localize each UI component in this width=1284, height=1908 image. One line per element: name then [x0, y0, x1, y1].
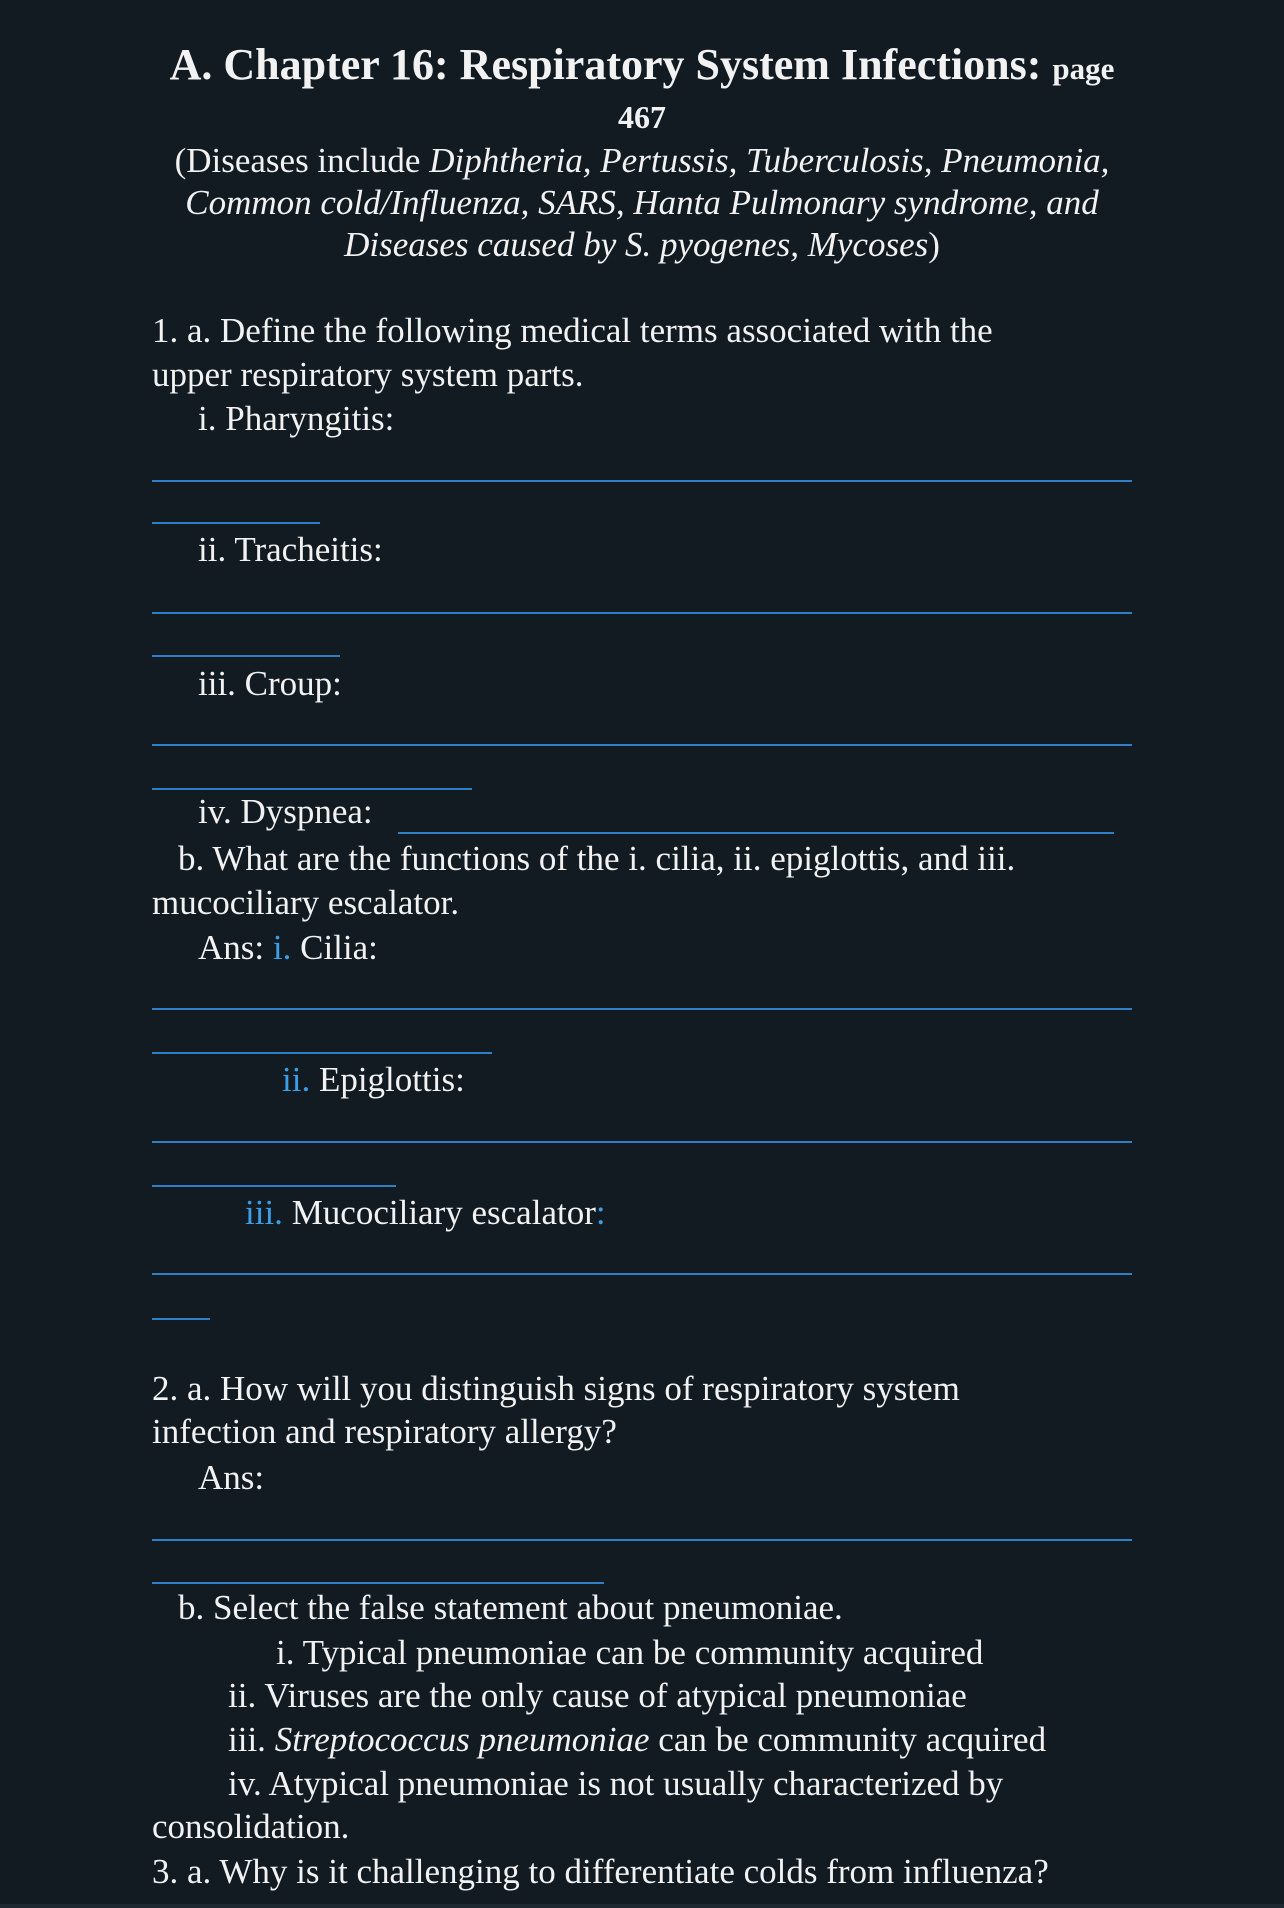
- diseases-suffix: ): [928, 225, 940, 264]
- q3a-line-1: 3. a. Why is it challenging to differentiate colds from influenza?: [152, 1852, 1049, 1891]
- q2b-option-ii[interactable]: ii. Viruses are the only cause of atypical pneumoniae: [228, 1676, 967, 1715]
- chapter-title-text: A. Chapter 16: Respiratory System Infections:: [169, 40, 1042, 89]
- q2b-option-iii-rest: can be community acquired: [649, 1720, 1047, 1759]
- answer-rule-tracheitis-1[interactable]: [152, 612, 1132, 614]
- answer-rule-q2a-1[interactable]: [152, 1539, 1132, 1541]
- answer-rule-croup-1[interactable]: [152, 744, 1132, 746]
- q2a-line-2: infection and respiratory allergy?: [152, 1412, 617, 1451]
- answer-rule-epiglottis-2[interactable]: [152, 1185, 396, 1187]
- q2b-option-iii-italic: Streptococcus pneumoniae: [274, 1720, 650, 1759]
- q2b-option-iii-number: iii.: [228, 1720, 275, 1759]
- answer-rule-mucociliary-2[interactable]: [152, 1318, 210, 1320]
- q1b-line-1: b. What are the functions of the i. cilia, ii. epiglottis, and iii.: [178, 839, 1016, 878]
- q2b-option-i[interactable]: i. Typical pneumoniae can be community acquired: [276, 1633, 984, 1672]
- ans-cilia-number: i.: [272, 928, 292, 967]
- term-croup: iii. Croup:: [198, 664, 342, 703]
- term-tracheitis: ii. Tracheitis:: [198, 530, 383, 569]
- diseases-prefix: (Diseases include: [174, 141, 430, 180]
- answer-rule-dyspnea[interactable]: [398, 832, 1114, 834]
- ans-epiglottis-number: ii.: [282, 1060, 311, 1099]
- diseases-line-1: [0, 140, 1284, 182]
- ans-label: Ans:: [198, 928, 273, 967]
- term-dyspnea: iv. Dyspnea:: [198, 792, 373, 831]
- q2b-prompt: b. Select the false statement about pneumoniae.: [178, 1588, 843, 1627]
- ans-cilia-text: Cilia:: [291, 928, 378, 967]
- page-bottom-edge: [0, 1904, 1284, 1908]
- q2a-ans-label: Ans:: [198, 1458, 265, 1497]
- q2b-option-iv-line-1[interactable]: iv. Atypical pneumoniae is not usually characterized by: [228, 1764, 1004, 1803]
- ans-epiglottis-text: Epiglottis:: [310, 1060, 465, 1099]
- diseases-line-2: [0, 182, 1284, 224]
- answer-rule-epiglottis-1[interactable]: [152, 1141, 1132, 1143]
- chapter-title-page-word: page: [1052, 51, 1115, 86]
- answer-rule-pharyngitis-2[interactable]: [152, 522, 320, 524]
- q1a-line-1: 1. a. Define the following medical terms associated with the: [152, 311, 993, 350]
- answer-rule-cilia-1[interactable]: [152, 1008, 1132, 1010]
- chapter-page-number: 467: [618, 99, 666, 135]
- chapter-title: [0, 40, 1284, 90]
- q2a-line-1: 2. a. How will you distinguish signs of respiratory system: [152, 1369, 960, 1408]
- ans-mucociliary-colon: :: [595, 1193, 606, 1232]
- q2b-option-iv-line-2: consolidation.: [152, 1807, 350, 1846]
- answer-rule-pharyngitis-1[interactable]: [152, 480, 1132, 482]
- diseases-italic-1: Diphtheria, Pertussis, Tuberculosis, Pneumonia,: [429, 141, 1110, 180]
- diseases-italic-3: Diseases caused by S. pyogenes, Mycoses: [344, 225, 929, 264]
- answer-rule-cilia-2[interactable]: [152, 1052, 492, 1054]
- answer-rule-tracheitis-2[interactable]: [152, 655, 340, 657]
- ans-mucociliary: [245, 1192, 606, 1234]
- ans-mucociliary-text: Mucociliary escalator: [282, 1193, 596, 1232]
- q2b-option-iii[interactable]: [228, 1719, 1046, 1761]
- diseases-italic-2: Common cold/Influenza, SARS, Hanta Pulmonary syndrome, and: [185, 183, 1099, 222]
- answer-rule-croup-2[interactable]: [152, 788, 472, 790]
- ans-epiglottis: [282, 1059, 465, 1101]
- q1b-line-2: mucociliary escalator.: [152, 883, 460, 922]
- ans-cilia: [198, 927, 378, 969]
- term-pharyngitis: i. Pharyngitis:: [198, 399, 395, 438]
- diseases-line-3: [0, 224, 1284, 266]
- q1a-line-2: upper respiratory system parts.: [152, 355, 584, 394]
- ans-mucociliary-number: iii.: [245, 1193, 283, 1232]
- answer-rule-q2a-2[interactable]: [152, 1582, 604, 1584]
- answer-rule-mucociliary-1[interactable]: [152, 1273, 1132, 1275]
